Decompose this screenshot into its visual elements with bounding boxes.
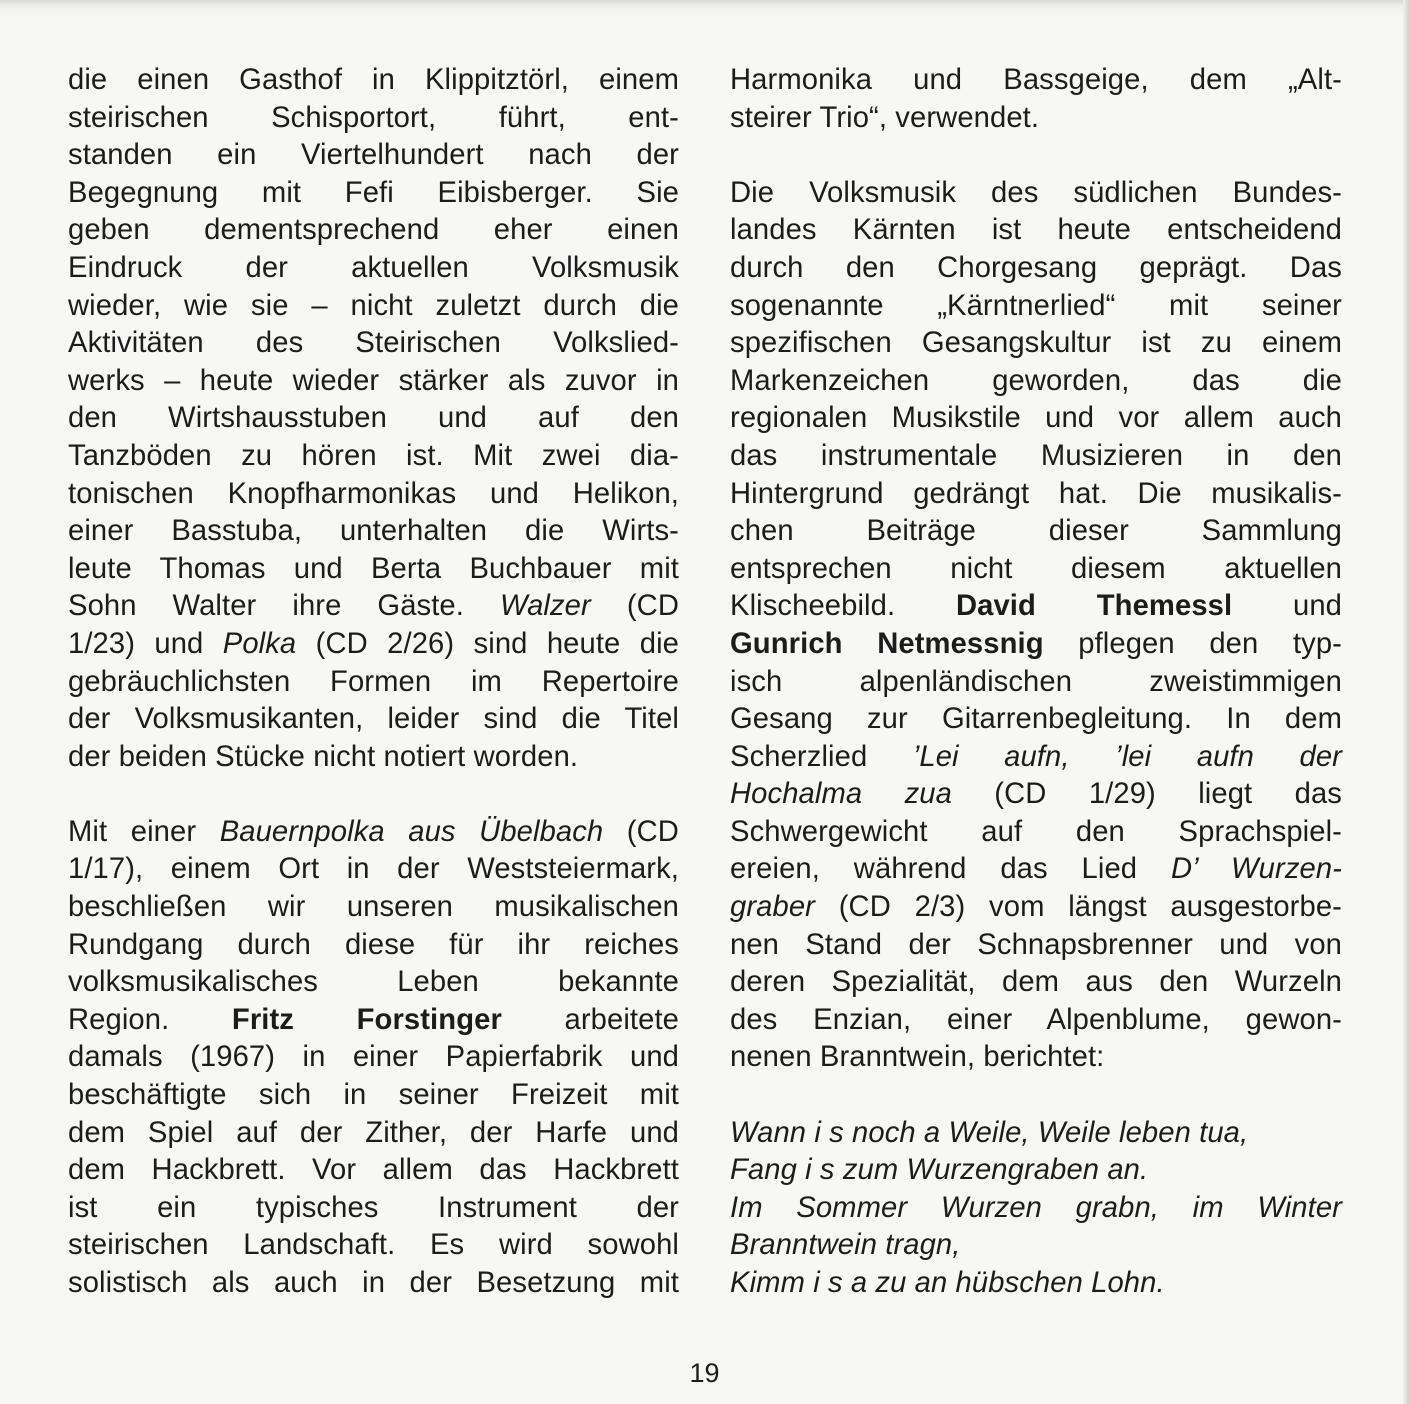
text-line <box>730 551 1342 589</box>
text-line <box>730 476 1342 514</box>
text-run: entsprechen nicht diesem aktuellen <box>730 552 1342 585</box>
text-run: landes Kärnten ist heute entscheidend <box>730 214 1342 247</box>
text-run: und <box>1232 590 1342 623</box>
text-run: regionalen Musikstile und vor allem auch <box>730 402 1342 435</box>
italic-title: graber <box>730 891 815 924</box>
text-line <box>68 551 679 589</box>
text-run: Tanzböden zu hören ist. Mit zwei dia- <box>68 439 679 472</box>
text-run: die einen Gasthof in Klippitztörl, einem <box>68 64 679 96</box>
text-line <box>730 814 1342 852</box>
verse-line: Kimm i s a zu an hübschen Lohn. <box>730 1267 1165 1299</box>
text-line <box>730 739 1342 777</box>
text-line <box>68 288 679 326</box>
text-line <box>68 1039 679 1077</box>
text-run: (CD <box>603 815 679 848</box>
text-run: Scherzlied <box>730 740 913 773</box>
text-line <box>68 212 679 250</box>
text-run: beschließen wir unseren musikalischen <box>68 891 679 924</box>
italic-title: Bauernpolka aus Übelbach <box>219 815 604 848</box>
text-run: Hintergrund gedrängt hat. Die musikalis- <box>730 477 1342 510</box>
text-run: damals (1967) in einer Papierfabrik und <box>68 1041 679 1074</box>
text-run: deren Spezialität, dem aus den Wurzeln <box>730 966 1342 999</box>
paragraph-gap <box>730 137 1342 175</box>
left-column <box>68 62 679 1303</box>
text-line <box>68 1227 679 1265</box>
text-run: wieder, wie sie – nicht zuletzt durch die <box>68 289 679 322</box>
text-run: steirischen Schisportort, führt, ent- <box>68 101 679 134</box>
bold-name: Fritz Forstinger <box>231 1003 502 1036</box>
text-line <box>68 1115 679 1153</box>
text-line <box>730 325 1342 363</box>
text-run: dem Hackbrett. Vor allem das Hackbrett <box>68 1154 679 1187</box>
text-run: einer Basstuba, unterhalten die Wirts- <box>68 515 679 548</box>
text-line <box>730 288 1342 326</box>
text-line <box>68 1077 679 1115</box>
right-column <box>730 62 1342 1303</box>
text-line <box>68 250 679 288</box>
text-line <box>68 626 679 664</box>
text-line <box>730 212 1342 250</box>
paragraph <box>730 175 1342 1077</box>
text-run: gebräuchlichsten Formen im Repertoire <box>68 665 679 698</box>
text-line <box>730 1002 1342 1040</box>
text-line <box>730 513 1342 551</box>
text-line <box>68 175 679 213</box>
text-line <box>68 851 679 889</box>
text-run: der Volksmusikanten, leider sind die Titel <box>68 703 679 736</box>
text-line <box>68 889 679 927</box>
text-run: werks – heute wieder stärker als zuvor in <box>68 364 679 397</box>
text-line <box>68 964 679 1002</box>
text-line <box>730 776 1342 814</box>
text-run: Gesang zur Gitarrenbegleitung. In dem <box>730 703 1342 736</box>
text-run: (CD 2/26) sind heute die <box>296 627 679 660</box>
bold-name: David Themessl <box>955 590 1233 623</box>
text-line <box>730 664 1342 702</box>
text-line <box>730 701 1342 739</box>
text-line <box>68 1152 679 1190</box>
text-line <box>730 250 1342 288</box>
text-run: geben dementsprechend eher einen <box>68 214 679 247</box>
text-line <box>730 400 1342 438</box>
italic-title: Walzer <box>499 590 591 623</box>
text-line <box>730 851 1342 889</box>
text-line <box>68 325 679 363</box>
text-run: 1/17), einem Ort in der Weststeiermark, <box>68 853 679 886</box>
text-line <box>68 400 679 438</box>
text-run: Rundgang durch diese für ihr reiches <box>68 928 679 961</box>
verse-line: Wann i s noch a Weile, Weile leben tua, <box>730 1116 1249 1149</box>
paragraph <box>68 814 679 1303</box>
text-line <box>68 701 679 739</box>
text-line <box>68 137 679 175</box>
paragraph <box>68 62 679 776</box>
text-run: Markenzeichen geworden, das die <box>730 364 1342 397</box>
text-run: Harmonika und Bassgeige, dem „Alt- <box>730 64 1342 96</box>
text-line <box>68 927 679 965</box>
text-line <box>730 626 1342 664</box>
text-run: pflegen den typ- <box>1043 627 1343 660</box>
text-run: Klischeebild. <box>730 590 956 623</box>
text-line <box>730 1039 1342 1077</box>
text-run: sogenannte „Kärntnerlied“ mit seiner <box>730 289 1342 322</box>
text-line <box>730 964 1342 1002</box>
italic-title: Polka <box>222 627 297 660</box>
text-run: (CD <box>590 590 679 623</box>
bold-name: Gunrich Netmessnig <box>730 627 1044 660</box>
text-run: isch alpenländischen zweistimmigen <box>730 665 1342 698</box>
text-run: (CD 2/3) vom längst ausgestorbe- <box>814 891 1342 924</box>
text-run: der beiden Stücke nicht notiert worden. <box>68 740 579 773</box>
text-line <box>730 927 1342 965</box>
text-line <box>68 363 679 401</box>
text-run: (CD 1/29) liegt das <box>951 778 1342 811</box>
text-line <box>68 513 679 551</box>
text-run: beschäftigte sich in seiner Freizeit mit <box>68 1079 679 1112</box>
text-run: steirischen Landschaft. Es wird sowohl <box>68 1229 679 1262</box>
text-line <box>730 100 1342 138</box>
text-run: solistisch als auch in der Besetzung mit <box>68 1267 679 1299</box>
text-run: chen Beiträge dieser Sammlung <box>730 515 1342 548</box>
text-run: durch den Chorgesang geprägt. Das <box>730 251 1342 284</box>
text-run: tonischen Knopfharmonikas und Helikon, <box>68 477 679 510</box>
text-run: dem Spiel auf der Zither, der Harfe und <box>68 1116 679 1149</box>
italic-title: D’ Wurzen- <box>1171 853 1342 886</box>
text-line <box>68 100 679 138</box>
text-run: Sohn Walter ihre Gäste. <box>68 590 500 623</box>
text-run: ereien, während das Lied <box>730 853 1171 886</box>
text-line <box>730 588 1342 626</box>
text-line <box>68 1265 679 1303</box>
text-run: leute Thomas und Berta Buchbauer mit <box>68 552 679 585</box>
verse-line: Branntwein tragn, <box>730 1229 961 1262</box>
text-run: nen Stand der Schnapsbrenner und von <box>730 928 1342 961</box>
italic-title: ’Lei aufn, ’lei aufn der <box>912 740 1342 773</box>
text-run: Region. <box>68 1003 232 1036</box>
paragraph-gap <box>730 1077 1342 1115</box>
text-line <box>68 438 679 476</box>
text-run: Eindruck der aktuellen Volksmusik <box>68 251 679 284</box>
text-run: steirer Trio“, verwendet. <box>730 101 1040 134</box>
text-run: den Wirtshausstuben und auf den <box>68 402 679 435</box>
text-run: volksmusikalisches Leben bekannte <box>68 966 679 999</box>
text-run: des Enzian, einer Alpenblume, gewon- <box>730 1003 1342 1036</box>
text-run: 1/23) und <box>68 627 223 660</box>
text-run: nenen Branntwein, berichtet: <box>730 1041 1105 1074</box>
text-run: Schwergewicht auf den Sprachspiel- <box>730 815 1342 848</box>
text-run: Die Volksmusik des südlichen Bundes- <box>730 176 1342 209</box>
text-run: Begegnung mit Fefi Eibisberger. Sie <box>68 176 679 209</box>
song-verse <box>730 1115 1342 1303</box>
text-run: Mit einer <box>68 815 220 848</box>
text-line <box>68 588 679 626</box>
text-line <box>68 1190 679 1228</box>
italic-title: Hochalma zua <box>730 778 952 811</box>
page-number: 19 <box>689 1358 720 1388</box>
paragraph-gap <box>68 776 679 814</box>
right-column-paragraphs <box>730 62 1342 1077</box>
paragraph <box>730 62 1342 137</box>
text-run: das instrumentale Musizieren in den <box>730 439 1342 472</box>
verse-line: Fang i s zum Wurzengraben an. <box>730 1154 1149 1187</box>
text-line <box>730 62 1342 100</box>
verse-line: Im Sommer Wurzen grabn, im Winter <box>730 1191 1342 1224</box>
text-run: ist ein typisches Instrument der <box>68 1191 679 1224</box>
text-line <box>68 62 679 100</box>
text-line <box>730 438 1342 476</box>
text-run: arbeitete <box>501 1003 679 1036</box>
text-line <box>68 476 679 514</box>
text-run: spezifischen Gesangskultur ist zu einem <box>730 327 1342 360</box>
text-run: standen ein Viertelhundert nach der <box>68 139 679 172</box>
text-line <box>68 1002 679 1040</box>
text-line <box>730 363 1342 401</box>
text-line <box>730 889 1342 927</box>
text-line <box>68 664 679 702</box>
page-edge-shadow <box>1403 0 1409 1404</box>
text-line <box>68 739 679 777</box>
text-line <box>730 175 1342 213</box>
text-run: Aktivitäten des Steirischen Volkslied- <box>68 327 679 360</box>
text-line <box>68 814 679 852</box>
